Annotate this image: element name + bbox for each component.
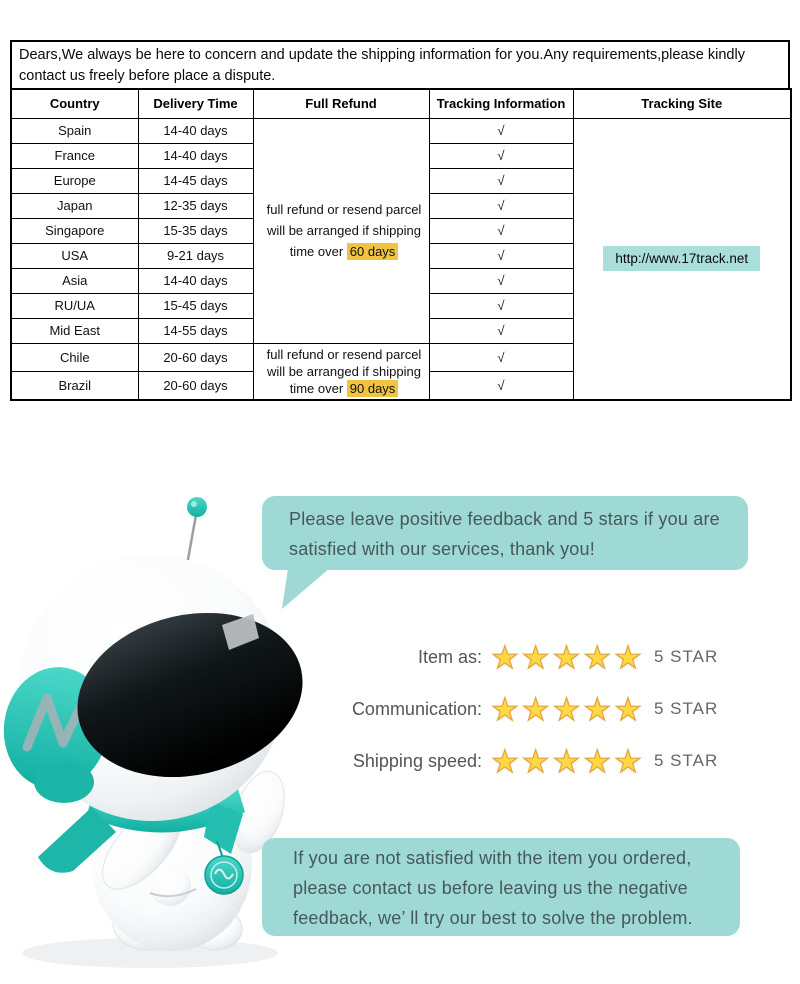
five-stars-icon: ★★★★★ [491, 691, 645, 727]
delivery-time-cell: 14-45 days [138, 168, 253, 193]
feedback-request-bubble [262, 496, 748, 570]
delivery-time-cell: 12-35 days [138, 193, 253, 218]
tracking-site-link[interactable]: http://www.17track.net [603, 246, 760, 271]
tracking-check-cell [429, 193, 573, 218]
tracking-check-cell [429, 143, 573, 168]
robot-antenna [187, 497, 207, 565]
bubble-text-line: please contact us before leaving us the negative [293, 878, 688, 898]
checkmark-icon: √ [497, 248, 505, 263]
country-cell: Brazil [11, 371, 138, 399]
delivery-time-cell: 9-21 days [138, 243, 253, 268]
country-cell: Asia [11, 268, 138, 293]
bubble-text-line: If you are not satisfied with the item you ordered, [293, 848, 692, 868]
refund-policy-60-cell [253, 118, 429, 343]
notice-text-line: contact us freely before place a dispute. [19, 68, 276, 84]
rating-row-communication [240, 683, 750, 735]
refund-policy-text: full refund or resend parcel will be arranged if shipping time over [266, 202, 422, 259]
bubble-text-line: Please leave positive feedback and 5 stars if you are [289, 509, 720, 529]
col-header-delivery-time: Delivery Time [138, 89, 253, 118]
rating-label: Item as: [417, 646, 482, 667]
five-stars-icon: ★★★★★ [491, 743, 645, 779]
country-cell: Spain [11, 118, 138, 143]
tracking-check-cell [429, 293, 573, 318]
refund-policy-90-cell [253, 343, 429, 400]
country-cell: Mid East [11, 318, 138, 343]
tracking-check-cell [429, 118, 573, 143]
tracking-check-cell [429, 168, 573, 193]
delivery-time-cell: 14-40 days [138, 143, 253, 168]
checkmark-icon: √ [497, 173, 505, 188]
notice-text-line: Dears,We always be here to concern and update the shipping information for you.Any requirements,please kindly [19, 47, 745, 63]
country-cell: Chile [11, 343, 138, 371]
checkmark-icon: √ [497, 349, 505, 365]
rating-value: 5 STAR [653, 751, 719, 770]
rating-value: 5 STAR [653, 647, 719, 666]
col-header-country: Country [11, 89, 138, 118]
checkmark-icon: √ [497, 298, 505, 313]
country-cell: France [11, 143, 138, 168]
delivery-time-cell: 14-40 days [138, 268, 253, 293]
col-header-tracking-site: Tracking Site [573, 89, 791, 118]
checkmark-icon: √ [497, 148, 505, 163]
tracking-site-cell [573, 118, 791, 400]
country-cell: Japan [11, 193, 138, 218]
delivery-time-cell: 14-55 days [138, 318, 253, 343]
country-cell: Singapore [11, 218, 138, 243]
table-row [11, 118, 791, 143]
checkmark-icon: √ [497, 377, 505, 393]
checkmark-icon: √ [497, 323, 505, 338]
delivery-time-cell: 20-60 days [138, 343, 253, 371]
robot-chest-badge [205, 856, 243, 894]
tracking-check-cell [429, 218, 573, 243]
rating-label: Communication: [351, 698, 482, 719]
country-cell: Europe [11, 168, 138, 193]
refund-policy-text: full refund or resend parcel will be arranged if shipping time over [266, 346, 422, 396]
delivery-time-cell: 14-40 days [138, 118, 253, 143]
tracking-check-cell [429, 243, 573, 268]
rating-row-shipping-speed [240, 735, 750, 787]
delivery-time-cell: 15-35 days [138, 218, 253, 243]
checkmark-icon: √ [497, 198, 505, 213]
tracking-check-cell [429, 318, 573, 343]
tracking-check-cell [429, 371, 573, 399]
delivery-time-cell: 15-45 days [138, 293, 253, 318]
refund-days-highlight: 60 days [347, 243, 399, 260]
delivery-time-cell: 20-60 days [138, 371, 253, 399]
country-cell: USA [11, 243, 138, 268]
tracking-check-cell [429, 268, 573, 293]
shipping-table [10, 88, 792, 401]
checkmark-icon: √ [497, 273, 505, 288]
dispute-advice-bubble [262, 838, 740, 936]
rating-row-item-as [240, 631, 750, 683]
rating-label: Shipping speed: [352, 750, 482, 771]
bubble-tail [276, 568, 336, 610]
refund-days-highlight: 90 days [347, 380, 399, 397]
tracking-check-cell [429, 343, 573, 371]
checkmark-icon: √ [497, 223, 505, 238]
country-cell: RU/UA [11, 293, 138, 318]
col-header-full-refund: Full Refund [253, 89, 429, 118]
bubble-text-line: satisfied with our services, thank you! [289, 539, 595, 559]
five-stars-icon: ★★★★★ [491, 639, 645, 675]
checkmark-icon: √ [497, 123, 505, 138]
ratings-block [240, 631, 750, 787]
notice-box [10, 40, 790, 94]
table-header-row [11, 89, 791, 118]
bubble-text-line: feedback, we’ ll try our best to solve the problem. [293, 908, 693, 928]
rating-value: 5 STAR [653, 699, 719, 718]
col-header-tracking-information: Tracking Information [429, 89, 573, 118]
